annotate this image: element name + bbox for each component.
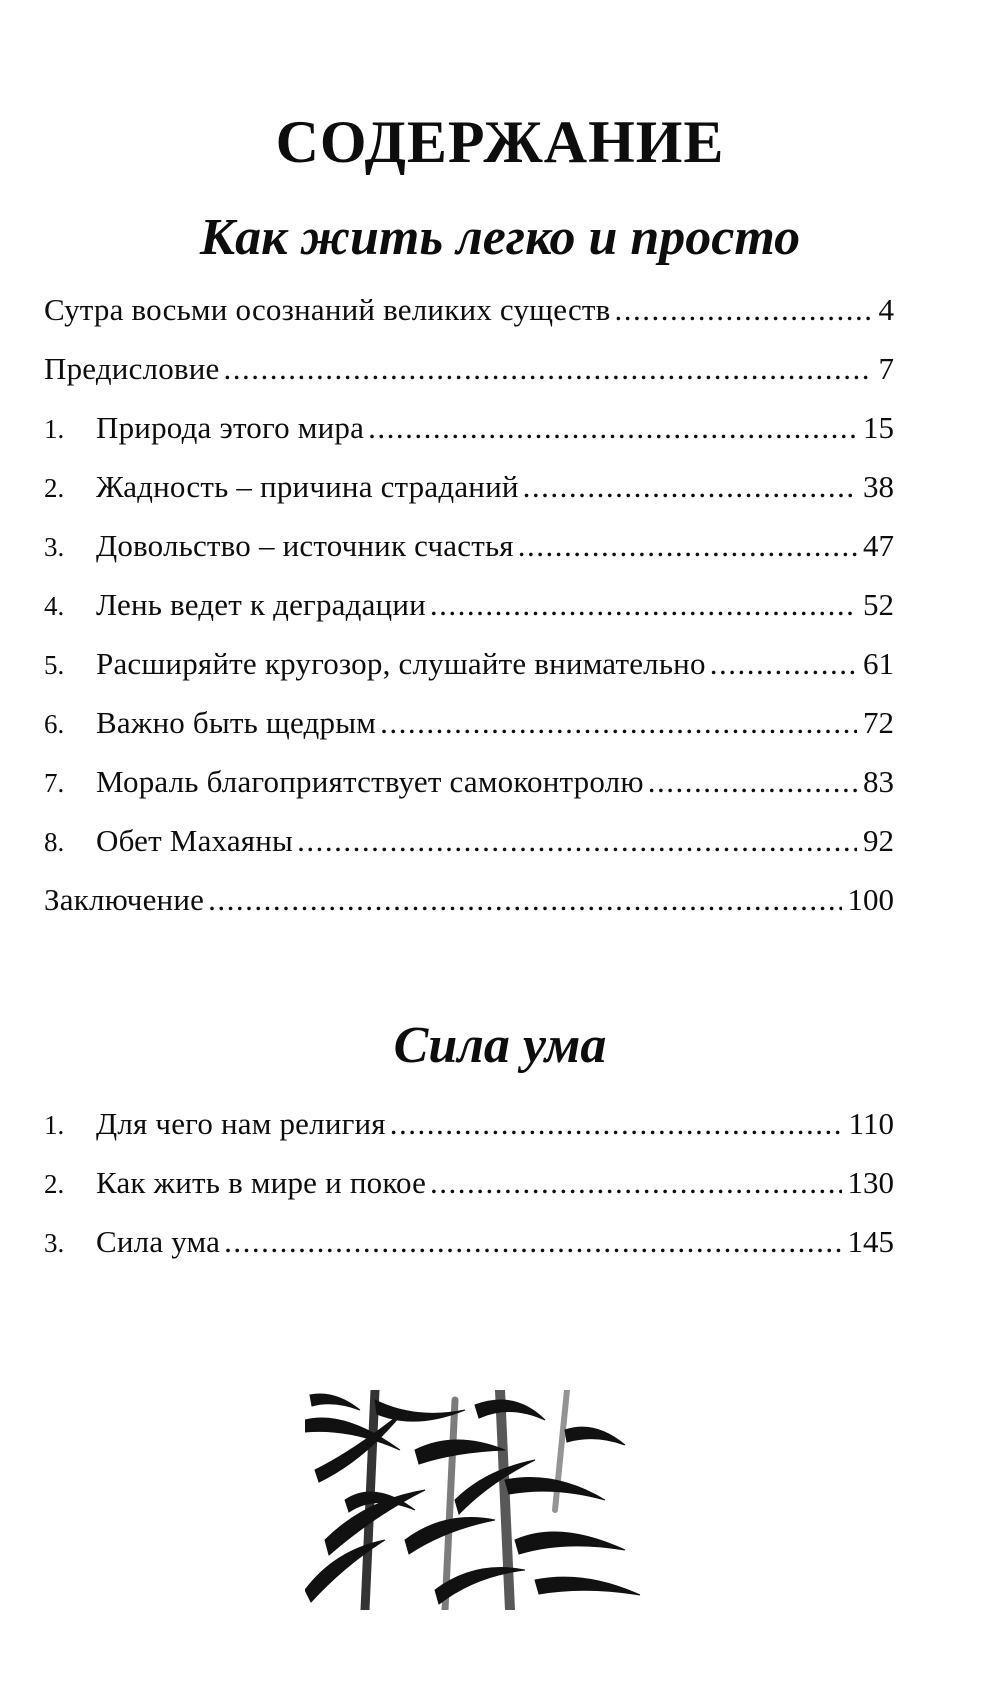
toc-entry — [44, 1226, 894, 1285]
toc-entry-label: Природа этого мира — [96, 410, 365, 445]
toc-entry-label: Важно быть щедрым — [96, 705, 377, 740]
toc-list-2 — [44, 1108, 894, 1285]
page-title: СОДЕРЖАНИЕ — [275, 109, 725, 175]
bamboo-leaf — [535, 1577, 640, 1595]
toc-entry — [44, 589, 894, 648]
toc-entry-number: 3. — [44, 532, 65, 562]
toc-entry-page: 145 — [847, 1224, 894, 1259]
bamboo-leaf — [310, 1394, 360, 1410]
dot-leader — [380, 707, 857, 738]
dot-leader — [430, 589, 857, 620]
bamboo-leaf — [515, 1532, 625, 1554]
toc-entry-page: 83 — [863, 764, 894, 799]
toc-entry-number: 2. — [44, 473, 65, 503]
bamboo-leaf — [565, 1427, 625, 1445]
section-heading-2: Сила ума — [393, 1017, 607, 1074]
toc-entry — [44, 1167, 894, 1226]
toc-entry — [44, 884, 894, 943]
toc-entry-number: 7. — [44, 768, 65, 798]
toc-entry — [44, 530, 894, 589]
bamboo-leaf — [305, 1418, 400, 1450]
toc-entry-label: Предисловие — [44, 351, 220, 386]
bamboo-stalk — [500, 1390, 510, 1610]
toc-entry-number: 5. — [44, 650, 65, 680]
dot-leader — [208, 884, 841, 915]
bamboo-leaf — [415, 1440, 505, 1464]
toc-entry-number: 8. — [44, 827, 65, 857]
toc-entry-number: 4. — [44, 591, 65, 621]
toc-entry — [44, 825, 894, 884]
bamboo-leaf — [305, 1540, 385, 1602]
toc-entry-page: 7 — [878, 351, 894, 386]
toc-entry-page: 47 — [863, 528, 894, 563]
toc-entry-label: Мораль благоприятствует самоконтролю — [96, 764, 644, 799]
dot-leader — [224, 353, 873, 384]
toc-entry-page: 52 — [863, 587, 894, 622]
dot-leader — [518, 530, 857, 561]
dot-leader — [615, 294, 873, 325]
bamboo-leaf — [475, 1400, 545, 1420]
toc-entry-page: 38 — [863, 469, 894, 504]
toc-entry — [44, 412, 894, 471]
dot-leader — [224, 1226, 841, 1257]
toc-entry-number: 2. — [44, 1169, 65, 1199]
bamboo-illustration — [305, 1390, 645, 1610]
toc-entry — [44, 766, 894, 825]
toc-entry — [44, 294, 894, 353]
toc-entry-label: Лень ведет к деградации — [96, 587, 426, 622]
toc-entry-page: 130 — [847, 1165, 894, 1200]
toc-entry — [44, 1108, 894, 1167]
toc-entry — [44, 648, 894, 707]
toc-entry-page: 92 — [863, 823, 894, 858]
toc-entry-label: Расширяйте кругозор, слушайте внимательно — [96, 646, 706, 681]
toc-entry-page: 15 — [863, 410, 894, 445]
toc-entry — [44, 471, 894, 530]
dot-leader — [523, 471, 857, 502]
dot-leader — [430, 1167, 841, 1198]
toc-entry-label: Заключение — [44, 882, 205, 917]
toc-entry-label: Довольство – источник счастья — [96, 528, 514, 563]
toc-entry-label: Сила ума — [96, 1224, 221, 1259]
toc-entry-number: 3. — [44, 1228, 65, 1258]
toc-entry-label: Для чего нам религия — [96, 1106, 386, 1141]
toc-list-1 — [44, 294, 894, 943]
section-heading-1: Как жить легко и просто — [199, 209, 801, 266]
toc-entry-number: 6. — [44, 709, 65, 739]
toc-entry-page: 100 — [847, 882, 894, 917]
toc-entry — [44, 707, 894, 766]
dot-leader — [710, 648, 857, 679]
toc-entry-page: 110 — [848, 1106, 894, 1141]
toc-entry-label: Как жить в мире и покое — [96, 1165, 427, 1200]
dot-leader — [648, 766, 857, 797]
toc-entry-page: 4 — [878, 292, 894, 327]
dot-leader — [297, 825, 857, 856]
toc-entry-label: Обет Махаяны — [96, 823, 294, 858]
toc-entry-label: Сутра восьми осознаний великих существ — [44, 292, 611, 327]
toc-entry-number: 1. — [44, 414, 65, 444]
dot-leader — [368, 412, 857, 443]
toc-entry-page: 72 — [863, 705, 894, 740]
toc-entry-page: 61 — [863, 646, 894, 681]
toc-entry-number: 1. — [44, 1110, 65, 1140]
dot-leader — [390, 1108, 843, 1139]
toc-entry — [44, 353, 894, 412]
toc-entry-label: Жадность – причина страданий — [96, 469, 519, 504]
